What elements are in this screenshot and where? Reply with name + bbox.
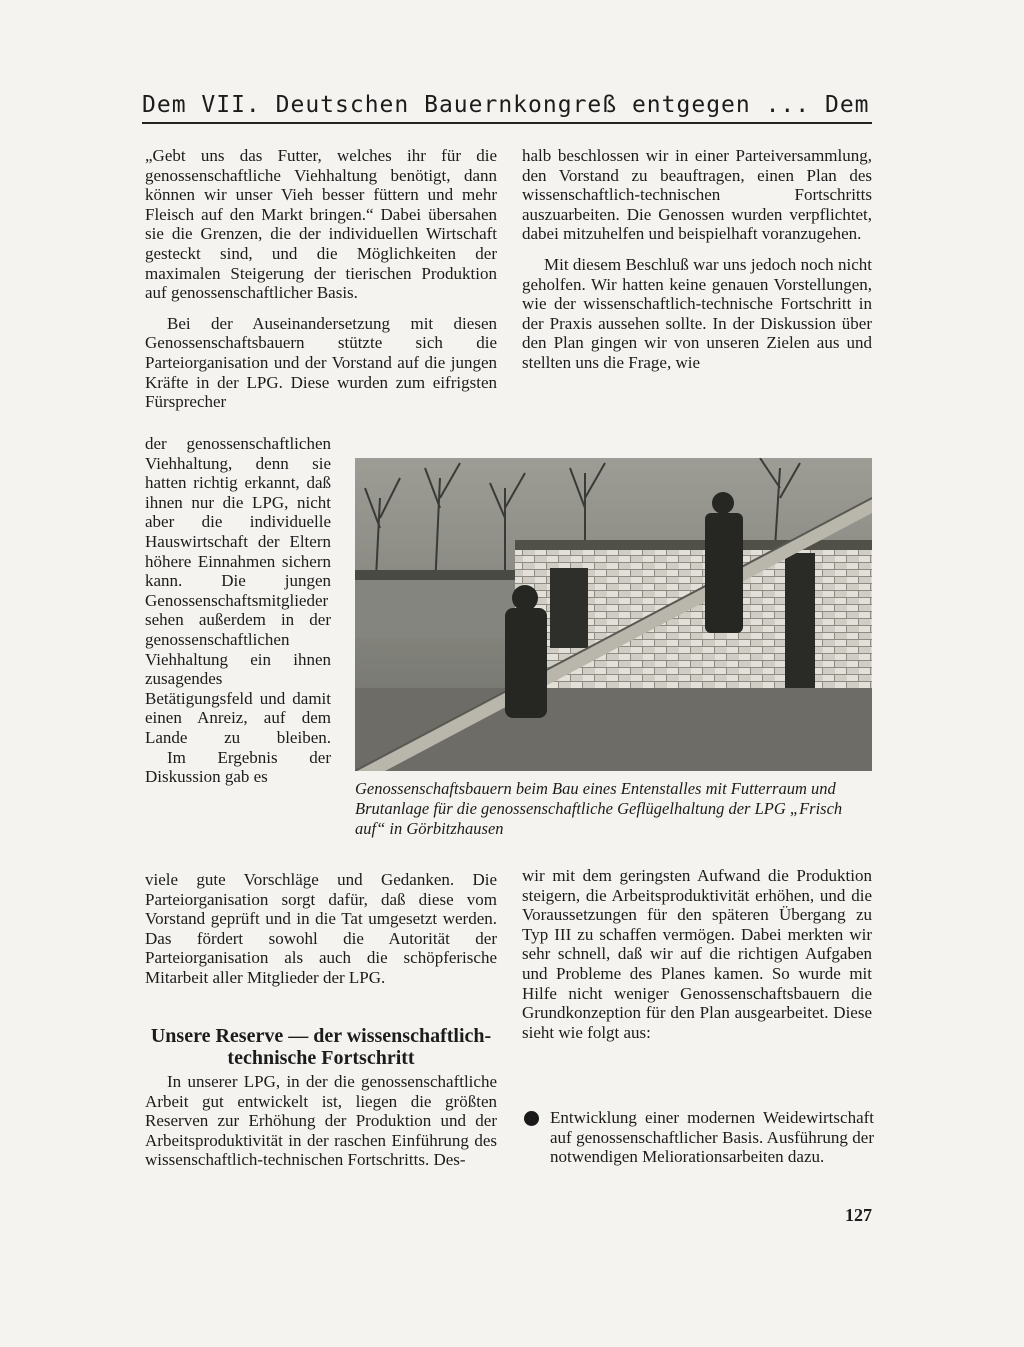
bullet-icon [524, 1111, 539, 1126]
bullet-text: Entwicklung einer modernen Weidewirtschaft auf genossenschaftlicher Basis. Ausführung der notwendigen Meliorationsarbeiten dazu. [550, 1108, 874, 1167]
photo-image [355, 458, 872, 771]
page-number: 127 [845, 1205, 872, 1225]
paragraph: wir mit dem geringsten Aufwand die Produktion steigern, die Arbeitsproduktivität erhöhen, und die Voraussetzungen für den späteren Übergang zu Typ III zu schaffen vermögen. Dabei merkten wir sehr schnell, daß wir auf die richtigen Aufgaben und Probleme des Planes kamen. So wurde mit Hilfe nicht weniger Genossenschaftsbauern die Grundkonzeption für den Plan ausgearbeitet. Diese sieht wie folgt aus: [522, 866, 872, 1042]
paragraph: der genossenschaftlichen Viehhaltung, denn sie hatten richtig erkannt, daß ihnen nur die LPG, nicht aber die individuelle Hauswirtschaft der Eltern höhere Einnahmen sichern kann. Die jungen Genossenschaftsmitglieder sehen außerdem in der genossenschaftlichen Viehhaltung ein ihnen zusagendes Betätigungsfeld und damit einen Anreiz, auf dem Lande zu bleiben. [145, 434, 331, 747]
paragraph: In unserer LPG, in der die genossenschaftliche Arbeit gut entwickelt ist, liegen die größten Reserven zur Erhöhung der Produktion und der Arbeitsproduktivität in der raschen Einführung des wissenschaftlich-technischen Fortschritts. Des- [145, 1072, 497, 1170]
right-column-top [522, 146, 872, 373]
header-rule [142, 122, 872, 124]
left-column-last [145, 1072, 497, 1170]
paragraph: Im Ergebnis der Diskussion gab es [145, 747, 331, 787]
photo-caption: Genossenschaftsbauern beim Bau eines Entenstalles mit Futterraum und Brutanlage für die genossenschaftliche Geflügelhaltung der LPG „Frisch auf“ in Görbitzhausen [355, 779, 843, 838]
paragraph: viele gute Vorschläge und Gedanken. Die Parteiorganisation sorgt dafür, daß diese vom Vorstand geprüft und in die Tat umgesetzt werden. Das fördert sowohl die Autorität der Parteiorganisation als auch die schöpferische Mitarbeit aller Mitglieder der LPG. [145, 870, 497, 987]
paragraph: Bei der Auseinandersetzung mit diesen Genossenschaftsbauern stützte sich die Parteiorganisation und der Vorstand auf die jungen Kräfte in der LPG. Diese wurden zum eifrigsten Fürsprecher [145, 313, 497, 412]
bullet-list-item [524, 1108, 874, 1167]
left-column-bottom [145, 870, 497, 988]
section-heading: Unsere Reserve — der wissenschaftlich-technische Fortschritt [150, 1025, 492, 1069]
photo [355, 458, 872, 771]
narrow-column [145, 434, 331, 787]
left-column-top [145, 146, 497, 412]
paragraph: halb beschlossen wir in einer Parteiversammlung, den Vorstand zu beauftragen, einen Plan des wissenschaftlich-technischen Fortschritts auszuarbeiten. Die Genossen wurden verpflichtet, dabei mitzuhelfen und beispielhaft voranzugehen. [522, 146, 872, 244]
paragraph: „Gebt uns das Futter, welches ihr für die genossenschaftliche Viehhaltung benötigt, dann können wir unser Vieh besser füttern und mehr Fleisch auf den Markt bringen.“ Dabei übersahen sie die Grenzen, die der individuellen Wirtschaft gesteckt sind, und die Möglichkeiten der maximalen Steigerung der tierischen Produktion auf genossenschaftlicher Basis. [145, 146, 497, 303]
right-column-bottom [522, 866, 872, 1042]
running-head: Dem VII. Deutschen Bauernkongreß entgegen ... Dem [142, 92, 870, 118]
paragraph: Mit diesem Beschluß war uns jedoch noch nicht geholfen. Wir hatten keine genauen Vorstellungen, wie der wissenschaftlich-technische Fortschritt in der Praxis aussehen sollte. In der Diskussion über den Plan gingen wir von unseren Zielen aus und stellten uns die Frage, wie [522, 254, 872, 372]
